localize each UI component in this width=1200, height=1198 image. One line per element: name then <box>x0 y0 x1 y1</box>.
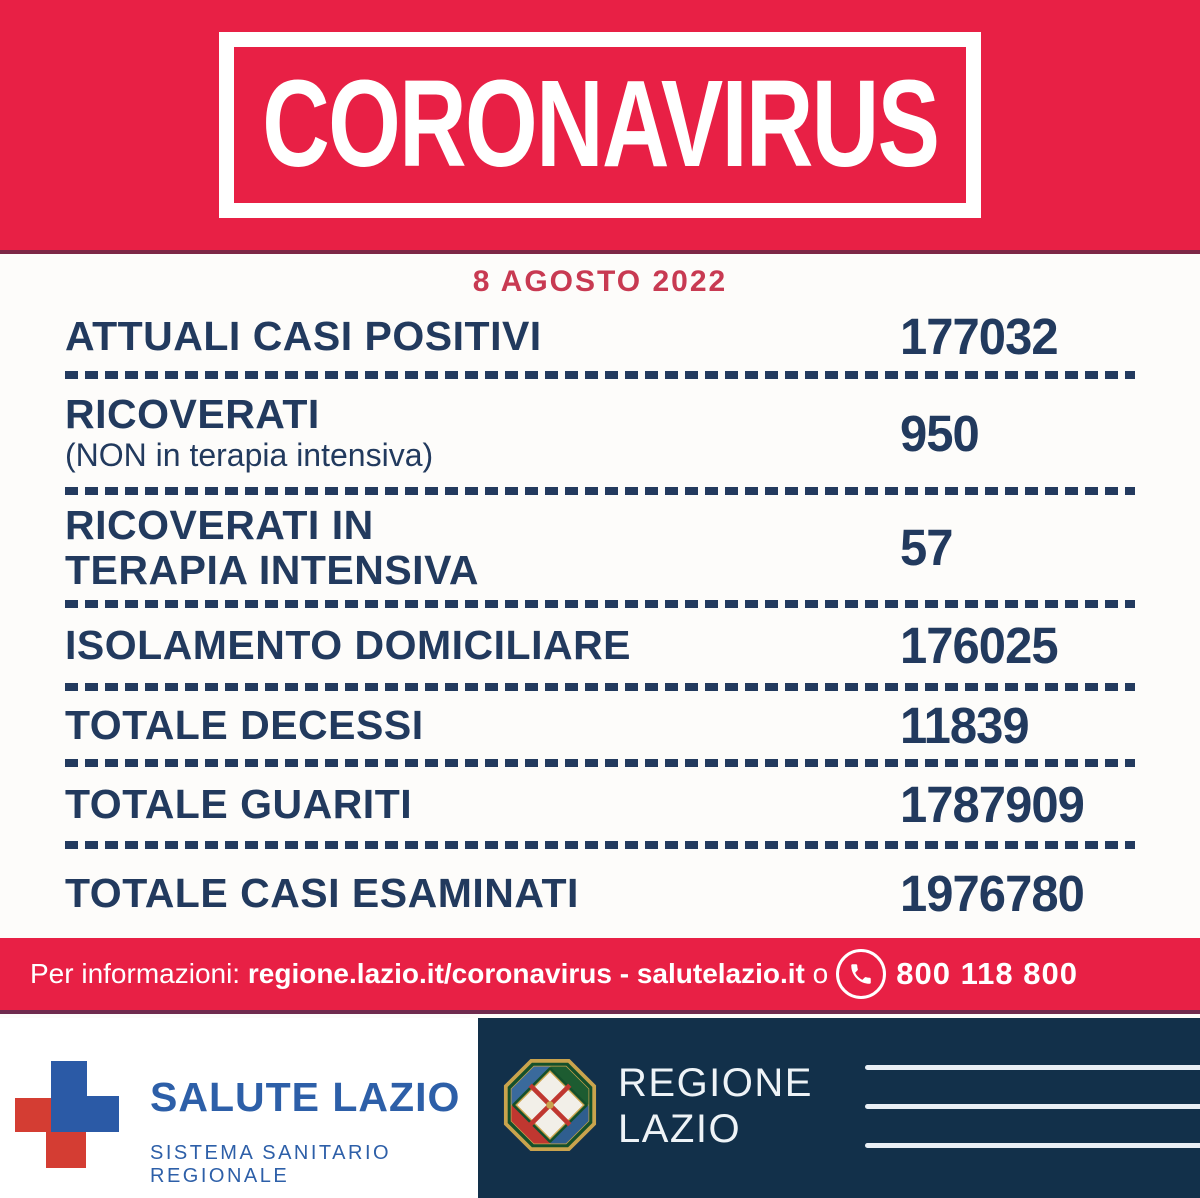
row-divider <box>65 683 1135 691</box>
table-row <box>65 302 1135 371</box>
row-divider <box>65 600 1135 608</box>
row-label: ISOLAMENTO DOMICILIARE <box>65 622 632 668</box>
decorative-line <box>865 1143 1200 1148</box>
table-row <box>65 691 1135 759</box>
row-divider <box>65 841 1135 849</box>
row-divider <box>65 487 1135 495</box>
row-label: RICOVERATI <box>65 391 320 437</box>
salute-lazio-panel <box>0 1018 478 1198</box>
row-label: TOTALE GUARITI <box>65 780 413 827</box>
row-value: 11839 <box>900 696 1029 754</box>
info-links: regione.lazio.it/coronavirus - salutelazio.it <box>247 958 805 989</box>
row-sublabel: (NON in terapia intensiva) <box>65 437 434 473</box>
regione-lazio-crest <box>503 1058 597 1152</box>
row-label: TERAPIA INTENSIVA <box>65 546 479 593</box>
row-divider <box>65 371 1135 379</box>
logo-strip <box>0 1018 1200 1198</box>
row-value: 176025 <box>900 617 1058 674</box>
stats-table <box>65 302 1135 938</box>
report-date: 8 AGOSTO 2022 <box>472 265 728 298</box>
row-divider <box>65 759 1135 767</box>
title-frame <box>219 32 981 218</box>
row-label: TOTALE CASI ESAMINATI <box>65 870 579 916</box>
row-label: ATTUALI CASI POSITIVI <box>65 313 542 359</box>
row-label: TOTALE DECESSI <box>65 701 424 748</box>
row-value: 1976780 <box>900 865 1084 922</box>
regione-lazio-line2: LAZIO <box>618 1107 742 1151</box>
regione-lazio-name <box>618 1060 813 1152</box>
table-row <box>65 379 1135 487</box>
salute-lazio-crosses-logo <box>12 1058 122 1168</box>
regione-lazio-panel <box>478 1018 1200 1198</box>
phone-handset-icon <box>836 949 886 999</box>
salute-lazio-tagline: SISTEMA SANITARIO REGIONALE <box>150 1142 392 1187</box>
table-row <box>65 767 1135 841</box>
page-title: CORONAVIRUS <box>261 55 939 194</box>
info-conjunction: o <box>812 958 829 989</box>
row-label: RICOVERATI IN <box>65 501 374 548</box>
table-row <box>65 495 1135 600</box>
info-band <box>0 938 1200 1014</box>
row-value: 1787909 <box>900 775 1084 833</box>
decorative-line <box>865 1104 1200 1109</box>
row-value: 177032 <box>900 308 1058 365</box>
regione-lazio-line1: REGIONE <box>618 1061 813 1105</box>
salute-lazio-name: SALUTE LAZIO <box>150 1074 461 1120</box>
phone-number: 800 118 800 <box>896 956 1078 991</box>
info-prefix: Per informazioni: <box>30 958 241 989</box>
row-value: 950 <box>900 404 979 462</box>
table-row <box>65 849 1135 938</box>
row-value: 57 <box>900 519 953 576</box>
decorative-line <box>865 1065 1200 1070</box>
header-band <box>0 0 1200 254</box>
table-row <box>65 608 1135 683</box>
